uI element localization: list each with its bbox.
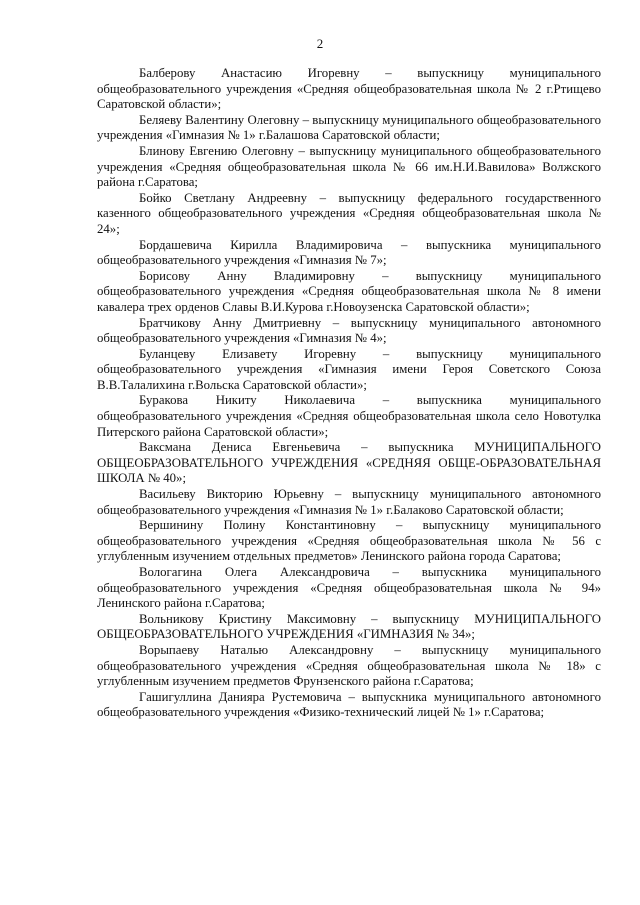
- list-item: Васильеву Викторию Юрьевну – выпускницу муниципального автономного общеобразовательного учреждения «Гимназия № 1» г.Балаково Саратовской области;: [97, 487, 601, 517]
- list-item: Гашигуллина Данияра Рустемовича – выпускника муниципального автономного общеобразовательного учреждения «Физико-технический лицей № 1» г.Саратова;: [97, 689, 601, 720]
- list-item: Борисову Анну Владимировну – выпускницу муниципального общеобразовательного учреждения «Средняя общеобразовательная школа № 8 имени кавалера трех орденов Славы В.И.Курова г.Новоузенска Саратовской области»;: [97, 268, 601, 314]
- list-item: Балберову Анастасию Игоревну – выпускницу муниципального общеобразовательного учреждения «Средняя общеобразовательная школа № 2 г.Ртищево Саратовской области»;: [97, 66, 601, 112]
- list-item: Ворыпаеву Наталью Александровну – выпускницу муниципального общеобразовательного учреждения «Средняя общеобразовательная школа № 18» с углубленным изучением предметов Фрунзенского района г.Саратова;: [97, 642, 601, 689]
- list-item: Буланцеву Елизавету Игоревну – выпускницу муниципального общеобразовательного учреждения «Гимназия имени Героя Советского Союза В.В.Талалихина г.Вольска Саратовской области»;: [97, 346, 601, 392]
- list-item: Вологагина Олега Александровича – выпускника муниципального общеобразовательного учреждения «Средняя общеобразовательная школа № 94» Ленинского района г.Саратова;: [97, 565, 601, 611]
- list-item: Беляеву Валентину Олеговну – выпускницу муниципального общеобразовательного учреждения «Гимназия № 1» г.Балашова Саратовской области;: [97, 112, 601, 143]
- list-item: Вершинину Полину Константиновну – выпускницу муниципального общеобразовательного учреждения «Средняя общеобразовательная школа № 56 с углубленным изучением отдельных предметов» Ленинского района города Саратова;: [97, 518, 601, 564]
- page-number: 2: [316, 36, 324, 51]
- list-item: Буракова Никиту Николаевича – выпускника муниципального общеобразовательного учреждения «Средняя общеобразовательная школа село Новотулка Питерского района Саратовской области»;: [97, 393, 601, 439]
- list-item: Бордашевича Кирилла Владимировича – выпускника муниципального общеобразовательного учреждения «Гимназия № 7»;: [97, 237, 601, 268]
- list-item: Вольникову Кристину Максимовну – выпускницу МУНИЦИПАЛЬНОГО ОБЩЕОБРАЗОВАТЕЛЬНОГО УЧРЕЖДЕНИЯ «ГИМНАЗИЯ № 34»;: [97, 611, 601, 642]
- list-item: Ваксмана Дениса Евгеньевича – выпускника МУНИЦИПАЛЬНОГО ОБЩЕОБРАЗОВАТЕЛЬНОГО УЧРЕЖДЕНИЯ «СРЕДНЯЯ ОБЩЕ-ОБРАЗОВАТЕЛЬНАЯ ШКОЛА № 40»;: [97, 440, 601, 486]
- list-item: Блинову Евгению Олеговну – выпускницу муниципального общеобразовательного учреждения «Средняя общеобразовательная школа № 66 им.Н.И.Вавилова» Волжского района г.Саратова;: [97, 143, 601, 190]
- list-item: Бойко Светлану Андреевну – выпускницу федерального государственного казенного общеобразовательного учреждения «Средняя общеобразовательная школа № 24»;: [97, 190, 601, 236]
- document-body: [97, 66, 601, 721]
- list-item: Братчикову Анну Дмитриевну – выпускницу муниципального автономного общеобразовательного учреждения «Гимназия № 4»;: [97, 315, 601, 346]
